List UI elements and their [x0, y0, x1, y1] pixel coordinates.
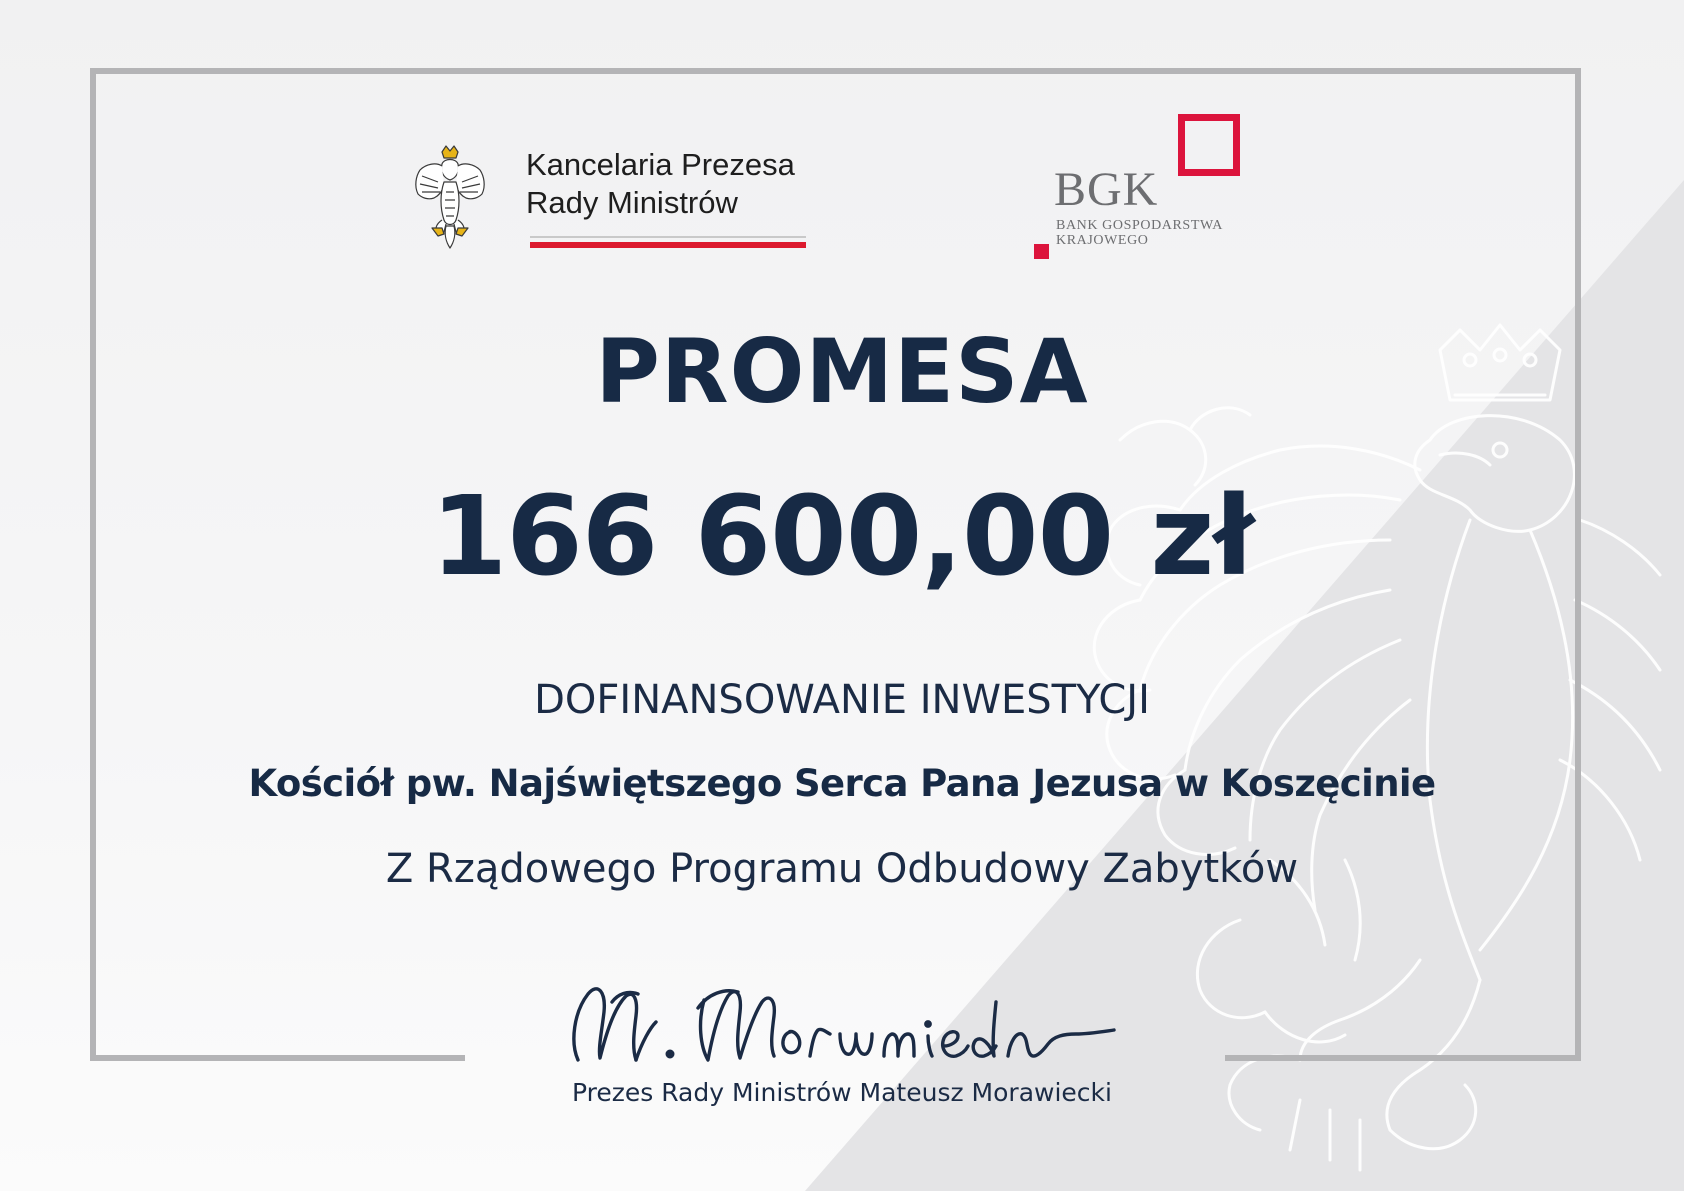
kprm-logo-line1: Kancelaria Prezesa [526, 147, 795, 182]
grant-purpose: DOFINANSOWANIE INWESTYCJI [534, 677, 1150, 723]
document-title: PROMESA [595, 320, 1089, 423]
bgk-logo-letters: BGK [1054, 163, 1159, 216]
signatory-caption: Prezes Rady Ministrów Mateusz Morawiecki [572, 1078, 1112, 1107]
kprm-logo-gray-rule [530, 236, 806, 238]
kprm-logo-text [526, 146, 795, 222]
bgk-logo-name [1056, 218, 1246, 248]
bgk-logo-line1: BANK GOSPODARSTWA [1056, 218, 1223, 233]
grant-amount: 166 600,00 zł [430, 472, 1254, 600]
kprm-logo-line2: Rady Ministrów [526, 185, 738, 220]
kprm-logo-red-rule [530, 242, 806, 248]
bgk-logo-line2: KRAJOWEGO [1056, 233, 1149, 248]
bgk-red-square-icon [1178, 114, 1240, 176]
kprm-logo [412, 138, 812, 256]
bgk-small-square-icon [1034, 244, 1049, 259]
project-name: Kościół pw. Najświętszego Serca Pana Jezusa w Koszęcinie [248, 762, 1436, 805]
bgk-logo [1030, 110, 1240, 260]
program-name: Z Rządowego Programu Odbudowy Zabytków [385, 846, 1299, 892]
white-eagle-emblem-icon [412, 142, 488, 250]
handwritten-signature-icon [548, 972, 1138, 1072]
